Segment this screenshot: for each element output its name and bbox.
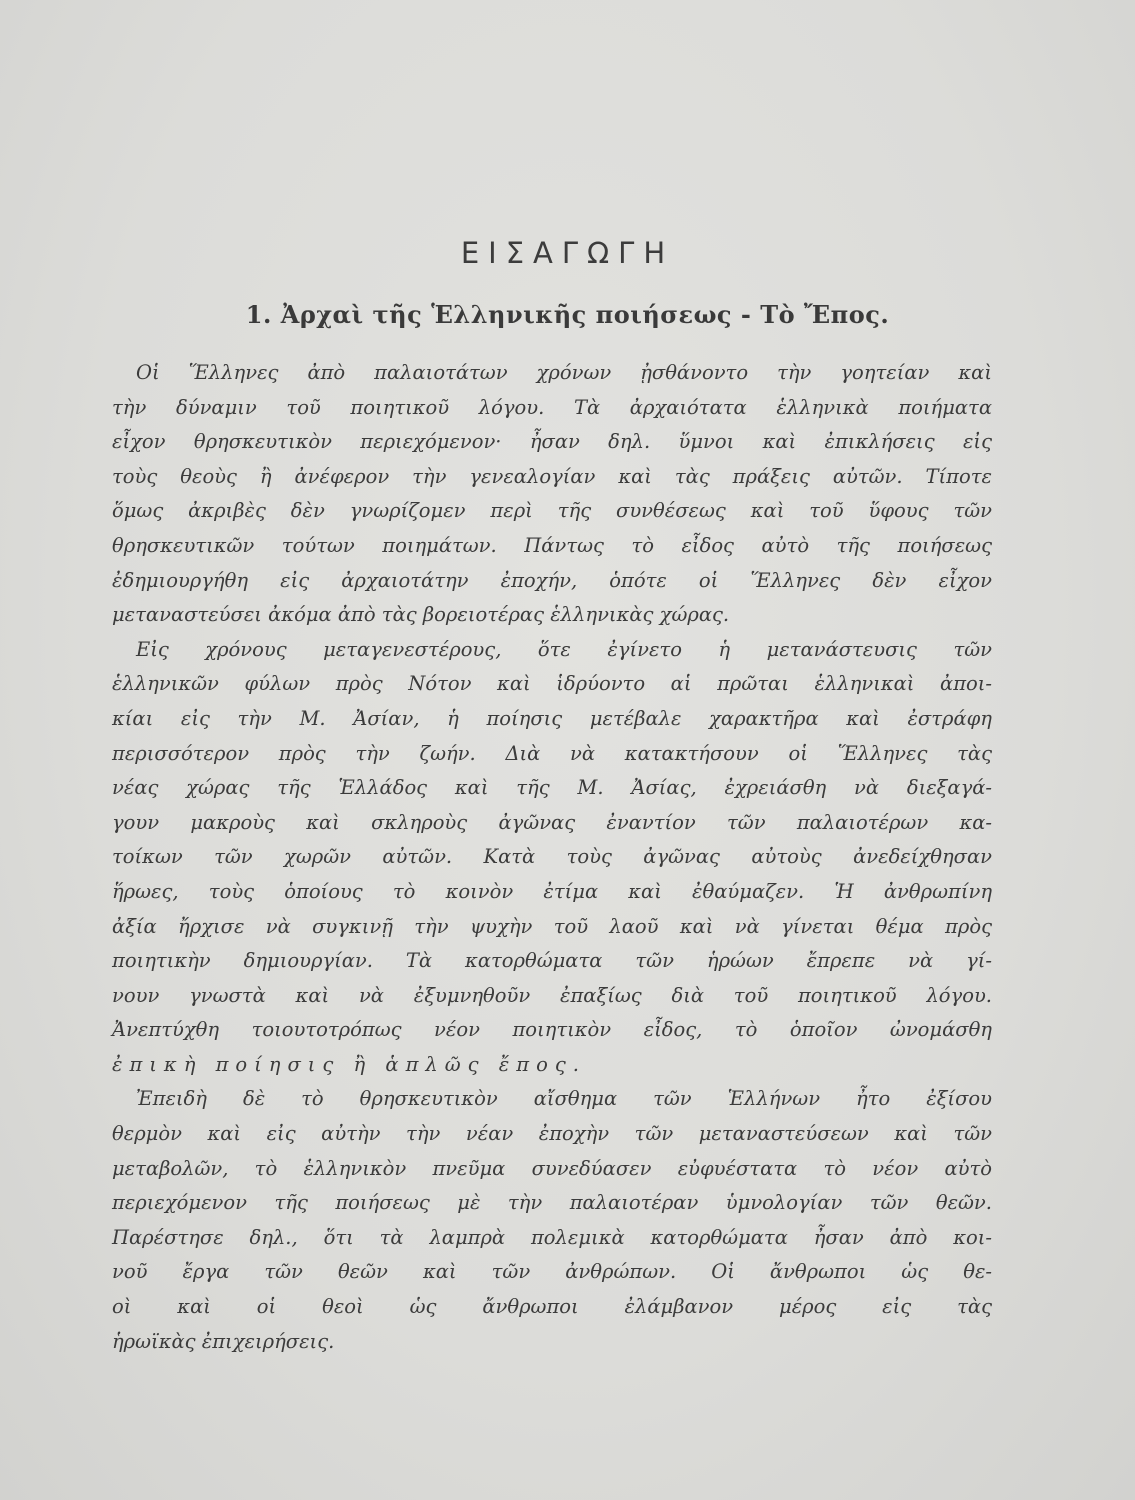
text-line: εἶχον θρησκευτικὸν περιεχόμενον· ἦσαν δηλ. ὕμνοι καὶ ἐπικλήσεις εἰς <box>112 430 992 454</box>
text-line: νέας χώρας τῆς Ἑλλάδος καὶ τῆς Μ. Ἀσίας, ἐχρειάσθη νὰ διεξαγά- <box>112 776 992 800</box>
text-line: νουν γνωστὰ καὶ νὰ ἐξυμνηθοῦν ἐπαξίως διὰ τοῦ ποιητικοῦ λόγου. <box>112 983 992 1007</box>
text-line: Οἱ Ἕλληνες ἀπὸ παλαιοτάτων χρόνων ᾐσθάνοντο τὴν γοητείαν καὶ <box>136 361 992 384</box>
text-line: τὴν δύναμιν τοῦ ποιητικοῦ λόγου. Τὰ ἀρχαιότατα ἑλληνικὰ ποιήματα <box>112 395 992 419</box>
text-line: ὅμως ἀκριβὲς δὲν γνωρίζομεν περὶ τῆς συνθέσεως καὶ τοῦ ὕφους τῶν <box>112 499 992 523</box>
text-line: περισσότερον πρὸς τὴν ζωήν. Διὰ νὰ κατακτήσουν οἱ Ἕλληνες τὰς <box>112 741 992 765</box>
text-line: νοῦ ἔργα τῶν θεῶν καὶ τῶν ἀνθρώπων. Οἱ ἄνθρωποι ὡς θε- <box>112 1260 992 1284</box>
text-line: Παρέστησε δηλ., ὅτι τὰ λαμπρὰ πολεμικὰ κατορθώματα ἦσαν ἀπὸ κοι- <box>112 1225 992 1249</box>
text-line: ἥρωες, τοὺς ὁποίους τὸ κοινὸν ἐτίμα καὶ ἐθαύμαζεν. Ἡ ἀνθρωπίνη <box>112 879 992 903</box>
text-line: Ἀνεπτύχθη τοιουτοτρόπως νέον ποιητικὸν εἶδος, τὸ ὁποῖον ὠνομάσθη <box>112 1018 992 1042</box>
text-line: ἐδημιουργήθη εἰς ἀρχαιοτάτην ἐποχήν, ὁπότε οἱ Ἕλληνες δὲν εἶχον <box>112 568 992 592</box>
text-line: θρησκευτικῶν τούτων ποιημάτων. Πάντως τὸ εἶδος αὐτὸ τῆς ποιήσεως <box>112 533 992 557</box>
text-line: ἡρωϊκὰς ἐπιχειρήσεις. <box>112 1329 335 1353</box>
section-title: 1. Ἀρχαὶ τῆς Ἑλληνικῆς ποιήσεως - Τὸ Ἔπος. <box>245 300 890 329</box>
text-line: ἑλληνικῶν φύλων πρὸς Νότον καὶ ἱδρύοντο αἱ πρῶται ἑλληνικαὶ ἀποι- <box>112 672 992 696</box>
text-line: ἐπικὴ ποίησις ἢ ἁπλῶς ἔπος. <box>112 1052 586 1076</box>
text-line: κίαι εἰς τὴν Μ. Ἀσίαν, ἡ ποίησις μετέβαλε χαρακτῆρα καὶ ἐστράφη <box>112 706 992 730</box>
text-line: τοίκων τῶν χωρῶν αὐτῶν. Κατὰ τοὺς ἀγῶνας αὐτοὺς ἀνεδείχθησαν <box>112 845 992 869</box>
chapter-title: ΕΙΣΑΓΩΓΗ <box>460 236 675 270</box>
paragraph-3 <box>112 1082 992 1359</box>
text-line: γουν μακροὺς καὶ σκληροὺς ἀγῶνας ἐναντίον τῶν παλαιοτέρων κα- <box>112 810 992 834</box>
paragraph-2 <box>112 633 992 1083</box>
text-line: μεταναστεύσει ἀκόμα ἀπὸ τὰς βορειοτέρας ἑλληνικὰς χώρας. <box>112 603 730 627</box>
text-line: τοὺς θεοὺς ἢ ἀνέφερον τὴν γενεαλογίαν καὶ τὰς πράξεις αὐτῶν. Τίποτε <box>112 464 992 488</box>
text-line: Εἰς χρόνους μεταγενεστέρους, ὅτε ἐγίνετο ἡ μετανάστευσις τῶν <box>136 637 992 661</box>
text-line: ποιητικὴν δημιουργίαν. Τὰ κατορθώματα τῶν ἡρώων ἔπρεπε νὰ γί- <box>112 949 992 973</box>
text-line: Ἐπειδὴ δὲ τὸ θρησκευτικὸν αἴσθημα τῶν Ἑλλήνων ἦτο ἐξίσου <box>136 1087 992 1111</box>
text-line: περιεχόμενον τῆς ποιήσεως μὲ τὴν παλαιοτέραν ὑμνολογίαν τῶν θεῶν. <box>112 1191 992 1215</box>
body-text <box>112 356 992 1359</box>
text-line: ἀξία ἤρχισε νὰ συγκινῇ τὴν ψυχὴν τοῦ λαοῦ καὶ νὰ γίνεται θέμα πρὸς <box>112 914 992 938</box>
text-line: οὶ καὶ οἱ θεοὶ ὡς ἄνθρωποι ἐλάμβανον μέρος εἰς τὰς <box>112 1295 992 1319</box>
text-line: μεταβολῶν, τὸ ἑλληνικὸν πνεῦμα συνεδύασεν εὐφυέστατα τὸ νέον αὐτὸ <box>112 1156 992 1180</box>
paragraph-1 <box>112 356 992 633</box>
text-line: θερμὸν καὶ εἰς αὐτὴν τὴν νέαν ἐποχὴν τῶν μεταναστεύσεων καὶ τῶν <box>112 1122 992 1146</box>
